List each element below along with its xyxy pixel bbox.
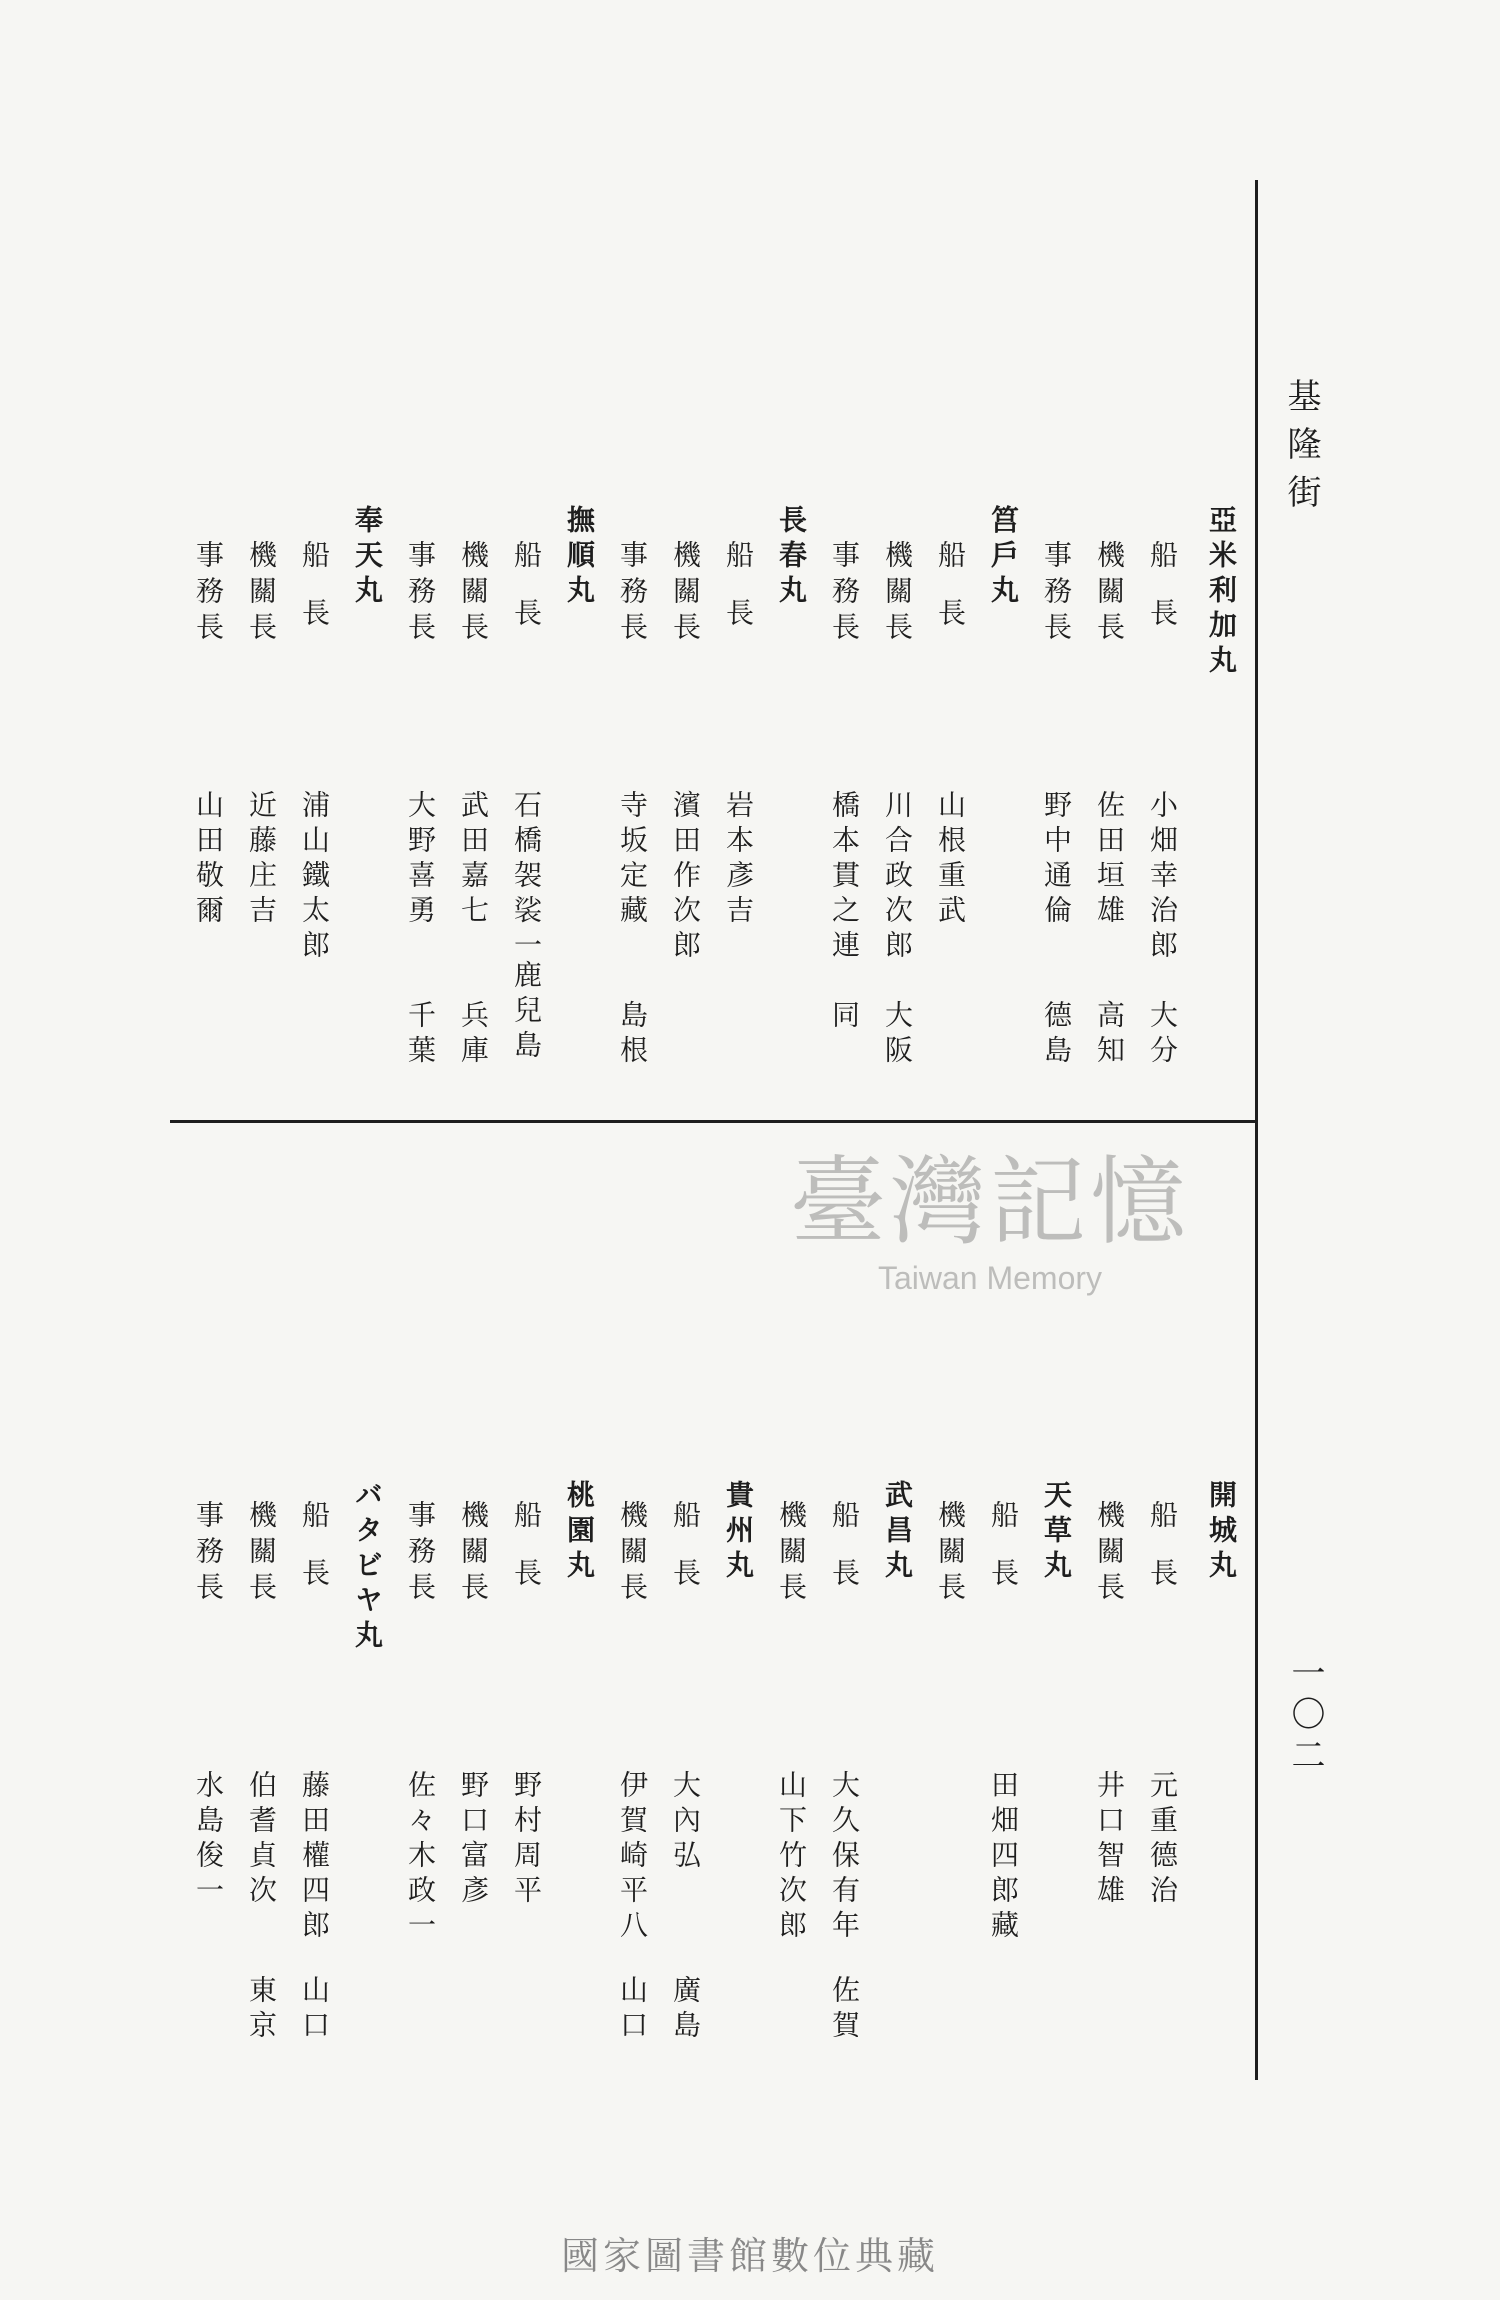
- page-number: 一〇二: [1285, 1655, 1325, 1778]
- crew-origin: 廣島: [669, 1975, 702, 2045]
- footer-credit: 國家圖書館數位典藏: [560, 2234, 939, 2278]
- crew-role: 船長: [669, 1500, 702, 1616]
- crew-role: 事務長: [404, 1500, 437, 1608]
- crew-role: 船長: [987, 1500, 1020, 1616]
- crew-name: 大野喜勇: [404, 790, 437, 930]
- crew-role: 事務長: [828, 540, 861, 648]
- running-title: 基隆街: [1281, 378, 1321, 522]
- crew-role: 機關長: [1093, 540, 1126, 648]
- horizontal-rule: [170, 1120, 1255, 1123]
- crew-name: 山根重武: [934, 790, 967, 930]
- crew-role: 船長: [934, 540, 967, 656]
- crew-name: 大內弘: [669, 1770, 702, 1875]
- crew-role: 機關長: [1093, 1500, 1126, 1608]
- crew-name: 野中通倫: [1040, 790, 1073, 930]
- crew-role: 機關長: [881, 540, 914, 648]
- crew-name: 元重德治: [1146, 1770, 1179, 1910]
- ship-name: 奉天丸: [351, 505, 384, 610]
- crew-origin: 山口: [616, 1975, 649, 2045]
- crew-role: 船長: [1146, 1500, 1179, 1616]
- crew-role: 機關長: [457, 1500, 490, 1608]
- crew-role: 機關長: [616, 1500, 649, 1608]
- crew-role: 船長: [510, 540, 543, 656]
- crew-name: 水島俊一: [192, 1770, 225, 1910]
- crew-name: 寺坂定藏: [616, 790, 649, 930]
- crew-role: 機關長: [934, 1500, 967, 1608]
- ship-name: 亞米利加丸: [1205, 505, 1238, 680]
- crew-role: 船長: [828, 1500, 861, 1616]
- ship-name: 天草丸: [1040, 1480, 1073, 1585]
- crew-role: 機關長: [669, 540, 702, 648]
- crew-name: 藤田權四郎: [298, 1770, 331, 1945]
- crew-origin: 島根: [616, 1000, 649, 1070]
- crew-role: 機關長: [245, 540, 278, 648]
- crew-role: 船長: [510, 1500, 543, 1616]
- ship-name: 撫順丸: [563, 505, 596, 610]
- crew-name: 佐々木政一: [404, 1770, 437, 1945]
- crew-origin: 鹿兒島: [510, 960, 543, 1065]
- crew-role: 事務長: [404, 540, 437, 648]
- crew-role: 船長: [298, 540, 331, 656]
- crew-origin: 山口: [298, 1975, 331, 2045]
- crew-name: 田畑四郎藏: [987, 1770, 1020, 1945]
- crew-origin: 兵庫: [457, 1000, 490, 1070]
- ship-name: バタビヤ丸: [351, 1480, 384, 1655]
- crew-role: 船長: [722, 540, 755, 656]
- vertical-rule: [1255, 180, 1258, 2080]
- ship-name: 桃園丸: [563, 1480, 596, 1585]
- crew-role: 事務長: [1040, 540, 1073, 648]
- crew-name: 伊賀崎平八: [616, 1770, 649, 1945]
- crew-name: 野口富彥: [457, 1770, 490, 1910]
- crew-role: 船長: [1146, 540, 1179, 656]
- crew-name: 石橋袈裟一: [510, 790, 543, 965]
- crew-origin: 佐賀: [828, 1975, 861, 2045]
- crew-name: 濱田作次郎: [669, 790, 702, 965]
- crew-name: 井口智雄: [1093, 1770, 1126, 1910]
- crew-name: 川合政次郎: [881, 790, 914, 965]
- ship-name: 長春丸: [775, 505, 808, 610]
- crew-name: 浦山鐵太郎: [298, 790, 331, 965]
- crew-name: 小畑幸治郎: [1146, 790, 1179, 965]
- crew-name: 岩本彥吉: [722, 790, 755, 930]
- watermark-cjk: 臺灣記憶: [790, 1146, 1190, 1258]
- crew-name: 武田嘉七: [457, 790, 490, 930]
- crew-origin: 千葉: [404, 1000, 437, 1070]
- ship-name: 武昌丸: [881, 1480, 914, 1585]
- watermark-en: Taiwan Memory: [877, 1259, 1103, 1296]
- crew-origin: 同: [828, 1000, 861, 1035]
- crew-origin: 德島: [1040, 1000, 1073, 1070]
- watermark: [740, 1146, 1240, 1297]
- crew-role: 機關長: [457, 540, 490, 648]
- ship-name: 開城丸: [1205, 1480, 1238, 1585]
- crew-name: 佐田垣雄: [1093, 790, 1126, 930]
- crew-role: 事務長: [616, 540, 649, 648]
- crew-origin: 高知: [1093, 1000, 1126, 1070]
- crew-name: 伯耆貞次: [245, 1770, 278, 1910]
- crew-role: 事務長: [192, 1500, 225, 1608]
- ship-name: 筥戶丸: [987, 505, 1020, 610]
- crew-name: 橋本貫之連: [828, 790, 861, 965]
- crew-role: 機關長: [775, 1500, 808, 1608]
- crew-name: 大久保有年: [828, 1770, 861, 1945]
- crew-name: 野村周平: [510, 1770, 543, 1910]
- crew-name: 山下竹次郎: [775, 1770, 808, 1945]
- crew-origin: 大阪: [881, 1000, 914, 1070]
- crew-name: 山田敬爾: [192, 790, 225, 930]
- crew-name: 近藤庄吉: [245, 790, 278, 930]
- crew-role: 機關長: [245, 1500, 278, 1608]
- ship-name: 貴州丸: [722, 1480, 755, 1585]
- crew-origin: 大分: [1146, 1000, 1179, 1070]
- crew-origin: 東京: [245, 1975, 278, 2045]
- crew-role: 事務長: [192, 540, 225, 648]
- crew-role: 船長: [298, 1500, 331, 1616]
